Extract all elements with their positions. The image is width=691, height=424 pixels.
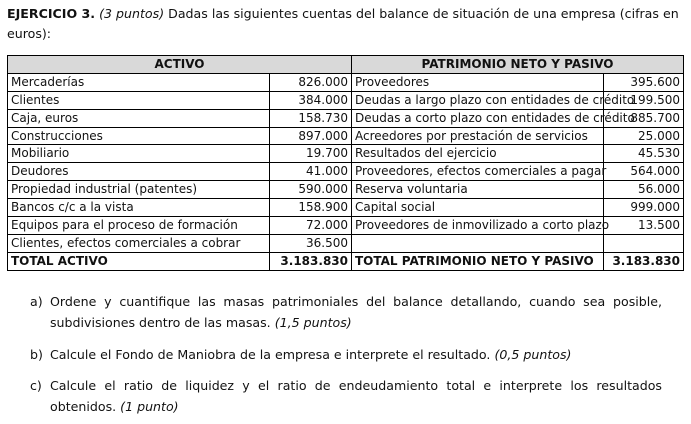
asset-name: Caja, euros (8, 109, 270, 127)
question-text-block (50, 375, 662, 417)
table-row (8, 234, 684, 252)
question-points: (0,5 puntos) (494, 347, 572, 362)
question-text: Ordene y cuantifique las masas patrimoniales del balance detallando, cuando sea posible, subdivisiones dentro de las masas. (50, 294, 662, 330)
totals-row (8, 252, 684, 270)
liability-name (352, 234, 604, 252)
asset-name: Bancos c/c a la vista (8, 199, 270, 217)
asset-value: 158.730 (270, 109, 352, 127)
question-points: (1 punto) (120, 399, 179, 414)
question-text: Calcule el ratio de liquidez y el ratio de endeudamiento total e interprete los resultados obtenidos. (50, 378, 662, 414)
liability-value: 45.530 (604, 145, 684, 163)
balance-sheet-table (7, 55, 684, 271)
asset-value: 897.000 (270, 127, 352, 145)
asset-name: Clientes (8, 91, 270, 109)
table-row (8, 91, 684, 109)
table-row (8, 181, 684, 199)
liability-name: Acreedores por prestación de servicios (352, 127, 604, 145)
asset-value: 19.700 (270, 145, 352, 163)
question-c (30, 375, 662, 417)
question-text: Calcule el Fondo de Maniobra de la empresa e interprete el resultado. (50, 347, 491, 362)
liability-name: Proveedores, efectos comerciales a pagar (352, 163, 604, 181)
liability-value: 564.000 (604, 163, 684, 181)
liabilities-header: PATRIMONIO NETO Y PASIVO (352, 56, 684, 74)
liability-name: Reserva voluntaria (352, 181, 604, 199)
question-text-block (50, 291, 662, 333)
exercise-statement (7, 4, 683, 44)
asset-name: Equipos para el proceso de formación (8, 217, 270, 235)
asset-value: 36.500 (270, 234, 352, 252)
table-row (8, 109, 684, 127)
asset-value: 158.900 (270, 199, 352, 217)
exercise-text: Dadas las siguientes cuentas del balance de situación de una empresa (cifras en euros): (7, 6, 679, 41)
table-header-row (8, 56, 684, 74)
asset-value: 41.000 (270, 163, 352, 181)
liability-value: 13.500 (604, 217, 684, 235)
asset-name: Mobiliario (8, 145, 270, 163)
asset-name: Deudores (8, 163, 270, 181)
exercise-title: EJERCICIO 3. (7, 6, 96, 21)
table-row (8, 145, 684, 163)
liability-name: Capital social (352, 199, 604, 217)
question-letter: b) (30, 347, 43, 362)
total-liabilities-label: TOTAL PATRIMONIO NETO Y PASIVO (352, 252, 604, 270)
question-a (30, 291, 662, 333)
asset-name: Construcciones (8, 127, 270, 145)
liability-name: Resultados del ejercicio (352, 145, 604, 163)
liability-name: Deudas a largo plazo con entidades de crédito (352, 91, 604, 109)
liability-value: 395.600 (604, 73, 684, 91)
question-b (30, 344, 662, 365)
liability-value: 25.000 (604, 127, 684, 145)
total-liabilities-value: 3.183.830 (604, 252, 684, 270)
asset-value: 826.000 (270, 73, 352, 91)
liability-value: 199.500 (604, 91, 684, 109)
table-row (8, 199, 684, 217)
asset-name: Clientes, efectos comerciales a cobrar (8, 234, 270, 252)
question-points: (1,5 puntos) (274, 315, 352, 330)
liability-name: Proveedores de inmovilizado a corto plazo (352, 217, 604, 235)
liability-value (604, 234, 684, 252)
total-assets-value: 3.183.830 (270, 252, 352, 270)
asset-name: Mercaderías (8, 73, 270, 91)
table-row (8, 73, 684, 91)
balance-body (8, 73, 684, 252)
exercise-points: (3 puntos) (99, 6, 165, 21)
assets-header: ACTIVO (8, 56, 352, 74)
table-row (8, 217, 684, 235)
liability-value: 56.000 (604, 181, 684, 199)
asset-value: 590.000 (270, 181, 352, 199)
question-letter: c) (30, 378, 42, 393)
liability-name: Proveedores (352, 73, 604, 91)
question-text-block (50, 344, 662, 365)
liability-value: 885.700 (604, 109, 684, 127)
total-assets-label: TOTAL ACTIVO (8, 252, 270, 270)
asset-value: 384.000 (270, 91, 352, 109)
liability-value: 999.000 (604, 199, 684, 217)
asset-value: 72.000 (270, 217, 352, 235)
question-letter: a) (30, 294, 43, 309)
table-row (8, 127, 684, 145)
table-row (8, 163, 684, 181)
liability-name: Deudas a corto plazo con entidades de crédito (352, 109, 604, 127)
asset-name: Propiedad industrial (patentes) (8, 181, 270, 199)
